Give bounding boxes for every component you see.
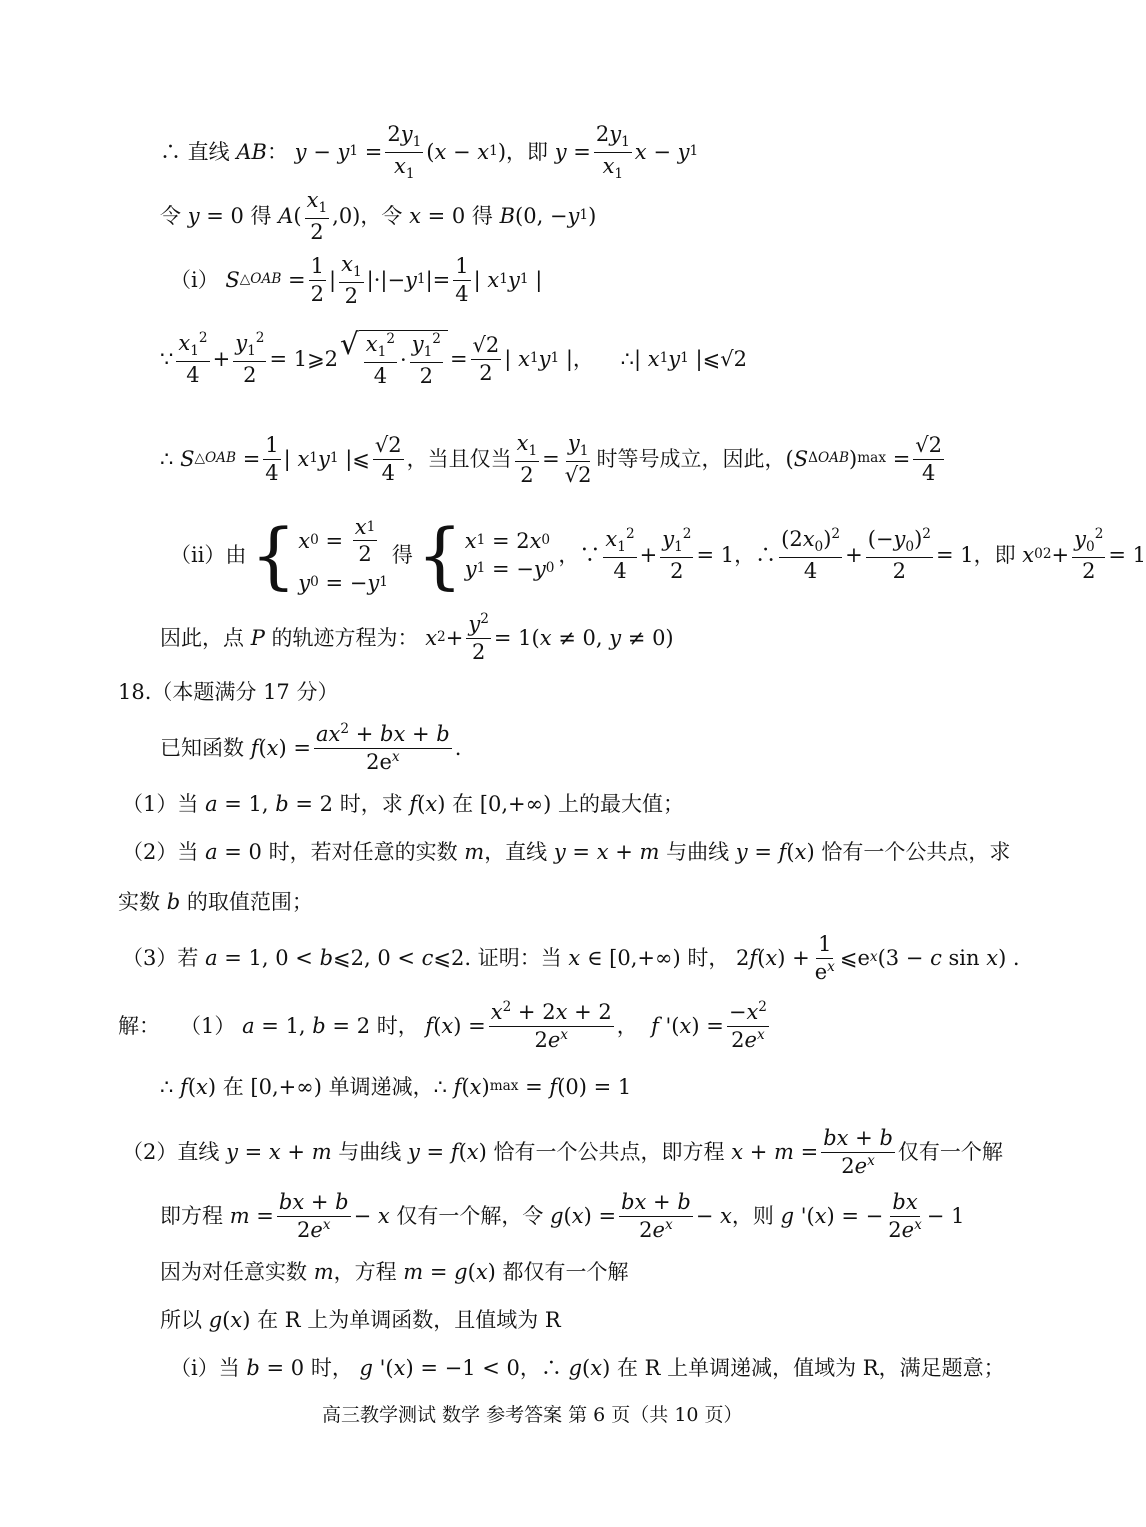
solution-part-2-g: 即方程 m = $\frac{bx + b}{2e^x}$ − x 仅有一个解，令 g ( x ) = $\frac{bx + b}{2e^x}$ − x ，则 g '( x ) = − $\frac{bx}{2e^x}$ − 1 — [160, 1190, 965, 1242]
solution-part-2-case-i: （i）当 b = 0 时， g '( x ) = −1 < 0，∴ g ( x ) 在 R 上单调递减，值域为 R，满足题意； — [170, 1355, 1005, 1380]
solution-part-2-monotone: 所以 g ( x ) 在 R 上为单调函数，且值域为 R — [160, 1307, 561, 1332]
solution-part-2: （2）直线 y = x + m 与曲线 y = f ( x ) 恰有一个公共点，即方程 x + m = $\frac{bx + b}{2e^x}$ 仅有一个解 — [122, 1126, 1003, 1178]
solution-part-1-result: ∴ f ( x ) 在 [0,+∞) 单调递减， ∴ f ( x ) max = f (0) = 1 — [160, 1074, 632, 1099]
line-trajectory-result: 因此，点 P 的轨迹方程为： x 2 + $\frac{y^2}{2}$ = 1( x ≠ 0, y ≠ 0) — [160, 611, 674, 664]
line-area-max: ∴ S △OAB = $\frac{1}{4}$ | x 1 y 1 |⩽ $\frac{√2}{4}$ ，当且仅当 $\frac{x_1}{2}$ = $\frac{y_1}{√2}$ 时等号成立，因此， ( S ΔOAB ) max = $\frac{√2}{4}$ — [160, 430, 943, 487]
question-18-part-3: （3）若 a = 1, 0 < b ⩽2, 0 < c ⩽2 . 证明：当 x ∈ [0,+∞) 时， 2 f ( x ) + $\frac{1}{e^x}$ ⩽e x (3 − c sin x ) . — [122, 932, 1020, 984]
question-18-part-1: （1）当 a = 1, b = 2 时，求 f ( x ) 在 [0,+∞) 上的最大值； — [122, 791, 684, 816]
line-area-oab: （i） S △OAB = $\frac{1}{2}$ | $\frac{x_1}{2}$ |·|− y 1 |= $\frac{1}{4}$ | x 1 y 1 | — [170, 251, 543, 308]
solution-part-1: 解： （1） a = 1, b = 2 时， f ( x ) = $\frac{x^2 + 2x + 2}{2e^x}$ ， f '( x ) = $\frac{-x^2}{2e^x}$ — [118, 999, 767, 1052]
question-18-part-2: （2）当 a = 0 时，若对任意的实数 m ，直线 y = x + m 与曲线 y = f ( x ) 恰有一个公共点，求 — [122, 839, 1011, 864]
solution-part-2-reason: 因为对任意实数 m ，方程 m = g ( x ) 都仅有一个解 — [160, 1259, 629, 1284]
line-intercepts: 令 y = 0 得 A ( $\frac{x_1}{2}$ ,0) ，令 x = 0 得 B (0, − y 1 ) — [160, 187, 597, 244]
line-trajectory-derivation: （ii）由 { x 0 = x 1 2 y 0 = − y 1 得 { x 1 = 2 x 0 y 1 = − y 0 ，∵ $\frac{x_1^2}{4}$ + $\frac{y_1^2}{2}$ = 1，∴ $\frac{(2x_0)^2}{4}$ + $\frac{(-y_0)^2}{2}$ = 1 ，即 x 0 2 + $\frac{y_0^2}{2}$ = 1 — [170, 512, 1146, 597]
question-18-part-2-cont: 实数 b 的取值范围； — [118, 889, 313, 914]
line-ab-equation: ∴ 直线 AB ： y − y 1 = $\frac{2y_1}{x_1}$ ( x − x 1 ) ，即 y = $\frac{2y_1}{x_1}$ x − y 1 — [160, 121, 699, 182]
page-footer: 高三教学测试 数学 参考答案 第 6 页（共 10 页） — [322, 1404, 743, 1427]
question-18-function: 已知函数 f ( x ) = $\frac{ax^2 + bx + b}{2e^x}$ . — [160, 721, 462, 774]
question-18-header: 18.（本题满分 17 分） — [118, 679, 339, 704]
line-inequality: ∵ $\frac{x_1^2}{4}$ + $\frac{y_1^2}{2}$ = 1⩾2 √ $\frac{x_1^2}{4}$ · $\frac{y_1^2}{2}$ = $\frac{√2}{2}$ | x 1 y 1 |， ∴ | x 1 y 1 |⩽√2 — [160, 326, 747, 388]
